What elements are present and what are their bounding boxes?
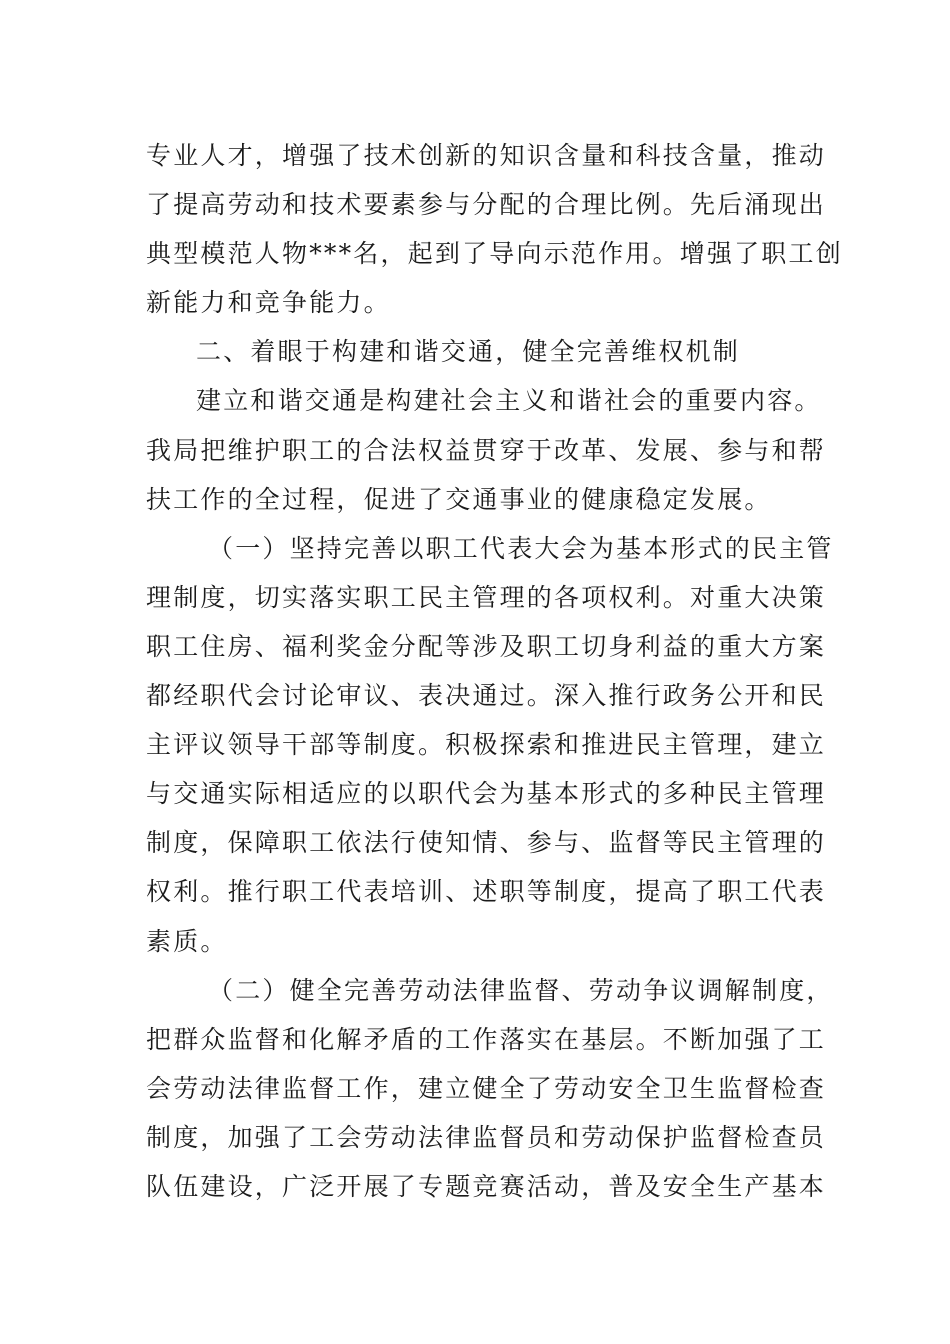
text-line: 建立和谐交通是构建社会主义和谐社会的重要内容。	[196, 386, 822, 416]
text-line: 会劳动法律监督工作，建立健全了劳动安全卫生监督检查	[146, 1073, 827, 1103]
text-line: 专业人才，增强了技术创新的知识含量和科技含量，推动	[146, 141, 827, 170]
section-heading: 二、着眼于构建和谐交通，健全完善维权机制	[196, 337, 741, 367]
subsection-line: （二）健全完善劳动法律监督、劳动争议调解制度，	[208, 975, 834, 1005]
text-line: 新能力和竞争能力。	[146, 288, 391, 318]
document-body	[146, 131, 843, 1211]
text-line: 把群众监督和化解矛盾的工作落实在基层。不断加强了工	[146, 1024, 827, 1054]
text-line: 职工住房、福利奖金分配等涉及职工切身利益的重大方案	[146, 631, 827, 661]
text-line: 理制度，切实落实职工民主管理的各项权利。对重大决策	[146, 582, 827, 612]
text-line: 我局把维护职工的合法权益贯穿于改革、发展、参与和帮	[146, 435, 827, 465]
text-line: 扶工作的全过程，促进了交通事业的健康稳定发展。	[146, 484, 772, 514]
text-line: 制度，保障职工依法行使知情、参与、监督等民主管理的	[146, 828, 827, 858]
text-line: 与交通实际相适应的以职代会为基本形式的多种民主管理	[146, 779, 827, 809]
text-line: 主评议领导干部等制度。积极探索和推进民主管理，建立	[146, 730, 827, 760]
text-line: 制度，加强了工会劳动法律监督员和劳动保护监督检查员	[146, 1122, 827, 1152]
text-line: 队伍建设，广泛开展了专题竞赛活动，普及安全生产基本	[146, 1171, 827, 1201]
text-line: 都经职代会讨论审议、表决通过。深入推行政务公开和民	[146, 681, 827, 711]
text-line: 权利。推行职工代表培训、述职等制度，提高了职工代表	[146, 877, 827, 907]
text-line: 了提高劳动和技术要素参与分配的合理比例。先后涌现出	[146, 190, 827, 220]
text-line: 典型模范人物***名，起到了导向示范作用。增强了职工创	[146, 239, 843, 269]
text-line: 素质。	[146, 926, 228, 956]
subsection-line: （一）坚持完善以职工代表大会为基本形式的民主管	[208, 533, 834, 563]
